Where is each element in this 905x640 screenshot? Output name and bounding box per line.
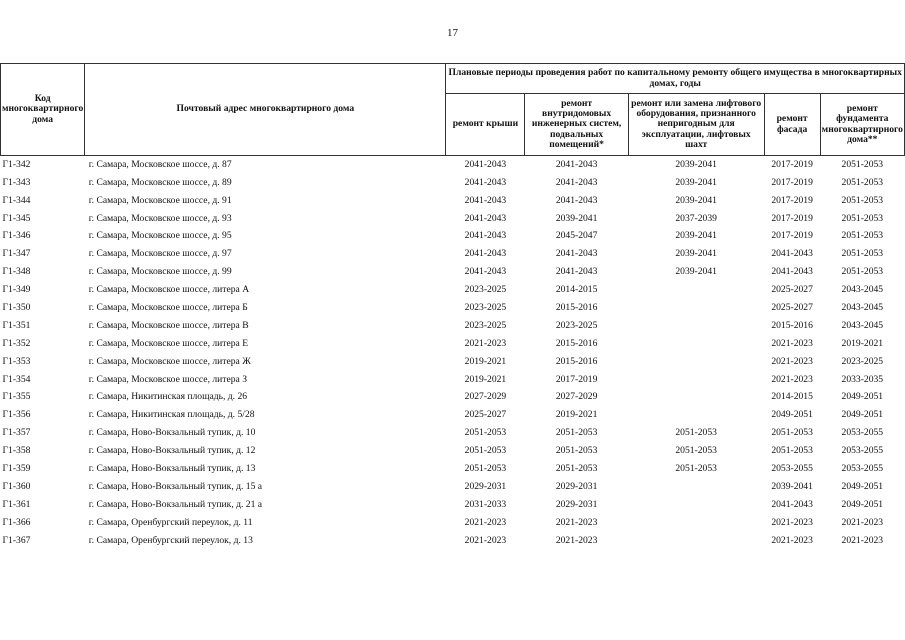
cell-roof: 2029-2031	[464, 480, 507, 492]
cell-code: Г1-355	[2, 391, 31, 403]
cell-code: Г1-349	[2, 284, 31, 296]
cell-roof: 2041-2043	[464, 176, 507, 188]
cell-lift	[628, 406, 764, 424]
cell-facade: 2053-2055	[771, 463, 813, 475]
cell-roof: 2023-2025	[464, 319, 507, 331]
cell-code: Г1-346	[2, 230, 31, 242]
table-row	[1, 460, 905, 478]
table-row	[1, 156, 905, 174]
table-row	[1, 281, 905, 299]
cell-code: Г1-348	[2, 266, 31, 278]
cell-lift	[628, 353, 764, 371]
cell-foundation: 2051-2053	[841, 212, 884, 224]
cell-lift: 2051-2053	[675, 445, 717, 457]
cell-facade: 2021-2023	[771, 373, 813, 385]
cell-address: г. Самара, Московское шоссе, д. 87	[88, 158, 232, 170]
cell-foundation: 2033-2035	[841, 373, 884, 385]
table-row	[1, 335, 905, 353]
cell-address: г. Самара, Оренбургский переулок, д. 13	[88, 534, 253, 546]
cell-address: г. Самара, Ново-Вокзальный тупик, д. 12	[88, 445, 256, 457]
table-row	[1, 299, 905, 317]
cell-lift	[628, 532, 764, 550]
cell-lift	[628, 299, 764, 317]
cell-address: г. Самара, Никитинская площадь, д. 26	[88, 391, 248, 403]
table-row	[1, 389, 905, 407]
page-number: 17	[447, 27, 458, 39]
cell-code: Г1-356	[2, 409, 31, 421]
cell-code: Г1-357	[2, 427, 31, 439]
table-row	[1, 353, 905, 371]
cell-lift: 2039-2041	[675, 248, 717, 260]
table-row	[1, 174, 905, 192]
cell-engineering: 2019-2021	[555, 409, 598, 421]
cell-foundation: 2051-2053	[841, 158, 884, 170]
cell-facade: 2021-2023	[771, 355, 813, 367]
cell-facade: 2017-2019	[771, 194, 813, 206]
cell-facade: 2017-2019	[771, 212, 813, 224]
cell-lift: 2039-2041	[675, 230, 717, 242]
cell-address: г. Самара, Московское шоссе, д. 91	[88, 194, 232, 206]
table-row	[1, 245, 905, 263]
cell-foundation: 2043-2045	[841, 284, 884, 296]
cell-foundation: 2053-2055	[841, 427, 884, 439]
cell-engineering: 2029-2031	[555, 498, 598, 510]
table-row	[1, 478, 905, 496]
cell-code: Г1-358	[2, 445, 31, 457]
cell-code: Г1-345	[2, 212, 31, 224]
cell-facade: 2014-2015	[771, 391, 813, 403]
cell-foundation: 2051-2053	[841, 194, 884, 206]
cell-roof: 2041-2043	[464, 194, 507, 206]
cell-facade: 2017-2019	[771, 230, 813, 242]
cell-engineering: 2041-2043	[555, 248, 598, 260]
cell-roof: 2027-2029	[464, 391, 507, 403]
cell-facade: 2021-2023	[771, 516, 813, 528]
cell-engineering: 2041-2043	[555, 266, 598, 278]
cell-roof: 2021-2023	[464, 534, 507, 546]
cell-engineering: 2041-2043	[555, 158, 598, 170]
cell-engineering: 2015-2016	[555, 355, 598, 367]
repair-schedule-table	[0, 63, 905, 550]
cell-foundation: 2051-2053	[841, 176, 884, 188]
header-foundation: ремонт фундамента многоквартирного дома**	[820, 94, 904, 156]
cell-facade: 2051-2053	[771, 427, 813, 439]
cell-engineering: 2023-2025	[555, 319, 598, 331]
cell-roof: 2041-2043	[464, 266, 507, 278]
cell-address: г. Самара, Московское шоссе, литера Ж	[88, 355, 251, 367]
table-body	[1, 156, 905, 550]
cell-facade: 2025-2027	[771, 284, 813, 296]
cell-address: г. Самара, Московское шоссе, д. 89	[88, 176, 232, 188]
table-row	[1, 496, 905, 514]
header-facade: ремонт фасада	[764, 94, 820, 156]
cell-foundation: 2051-2053	[841, 248, 884, 260]
cell-facade: 2021-2023	[771, 534, 813, 546]
cell-facade: 2041-2043	[771, 266, 813, 278]
cell-address: г. Самара, Московское шоссе, литера А	[88, 284, 250, 296]
cell-engineering: 2041-2043	[555, 176, 598, 188]
cell-foundation: 2051-2053	[841, 230, 884, 242]
cell-lift: 2037-2039	[675, 212, 717, 224]
cell-code: Г1-343	[2, 176, 31, 188]
header-roof: ремонт крыши	[446, 94, 525, 156]
cell-foundation: 2049-2051	[841, 480, 884, 492]
cell-code: Г1-361	[2, 498, 31, 510]
cell-facade: 2049-2051	[771, 409, 813, 421]
cell-foundation: 2049-2051	[841, 498, 884, 510]
cell-roof: 2041-2043	[464, 230, 507, 242]
cell-address: г. Самара, Ново-Вокзальный тупик, д. 21 а	[88, 498, 263, 510]
cell-lift	[628, 514, 764, 532]
cell-lift	[628, 371, 764, 389]
cell-facade: 2051-2053	[771, 445, 813, 457]
cell-engineering: 2014-2015	[555, 284, 598, 296]
table-row	[1, 406, 905, 424]
cell-roof: 2051-2053	[464, 445, 507, 457]
cell-code: Г1-360	[2, 480, 31, 492]
cell-foundation: 2021-2023	[841, 516, 884, 528]
cell-roof: 2051-2053	[464, 427, 507, 439]
cell-code: Г1-367	[2, 534, 31, 546]
cell-facade: 2017-2019	[771, 158, 813, 170]
cell-foundation: 2023-2025	[841, 355, 884, 367]
header-address: Почтовый адрес многоквартирного дома	[85, 64, 446, 156]
cell-code: Г1-352	[2, 337, 31, 349]
cell-lift	[628, 496, 764, 514]
cell-roof: 2019-2021	[464, 373, 507, 385]
cell-engineering: 2021-2023	[555, 534, 598, 546]
cell-lift	[628, 335, 764, 353]
header-code: Код многоквартирного дома	[1, 64, 85, 156]
cell-lift	[628, 389, 764, 407]
cell-roof: 2041-2043	[464, 158, 507, 170]
cell-engineering: 2045-2047	[555, 230, 598, 242]
cell-engineering: 2027-2029	[555, 391, 598, 403]
cell-foundation: 2053-2055	[841, 463, 884, 475]
cell-address: г. Самара, Московское шоссе, литера В	[88, 319, 249, 331]
cell-address: г. Самара, Оренбургский переулок, д. 11	[88, 516, 253, 528]
cell-address: г. Самара, Московское шоссе, литера З	[88, 373, 247, 385]
cell-engineering: 2015-2016	[555, 302, 598, 314]
cell-lift	[628, 317, 764, 335]
cell-engineering: 2029-2031	[555, 480, 598, 492]
cell-address: г. Самара, Московское шоссе, д. 99	[88, 266, 232, 278]
cell-lift: 2039-2041	[675, 266, 717, 278]
cell-facade: 2039-2041	[771, 480, 813, 492]
cell-roof: 2041-2043	[464, 212, 507, 224]
cell-engineering: 2051-2053	[555, 463, 598, 475]
cell-engineering: 2021-2023	[555, 516, 598, 528]
cell-code: Г1-354	[2, 373, 31, 385]
cell-code: Г1-366	[2, 516, 31, 528]
cell-foundation: 2019-2021	[841, 337, 884, 349]
cell-lift	[628, 281, 764, 299]
cell-code: Г1-359	[2, 463, 31, 475]
table-row	[1, 442, 905, 460]
cell-address: г. Самара, Московское шоссе, литера Б	[88, 302, 248, 314]
cell-facade: 2041-2043	[771, 498, 813, 510]
cell-facade: 2025-2027	[771, 302, 813, 314]
cell-roof: 2021-2023	[464, 337, 507, 349]
table-row	[1, 371, 905, 389]
cell-code: Г1-347	[2, 248, 31, 260]
cell-address: г. Самара, Московское шоссе, д. 93	[88, 212, 232, 224]
table-row	[1, 192, 905, 210]
cell-engineering: 2015-2016	[555, 337, 598, 349]
cell-roof: 2023-2025	[464, 302, 507, 314]
table-row	[1, 317, 905, 335]
cell-lift: 2039-2041	[675, 176, 717, 188]
cell-foundation: 2021-2023	[841, 534, 884, 546]
header-planned-periods: Плановые периоды проведения работ по капитальному ремонту общего имущества в многоквартирных домах, годы	[446, 64, 905, 94]
cell-facade: 2017-2019	[771, 176, 813, 188]
cell-lift: 2039-2041	[675, 194, 717, 206]
cell-facade: 2015-2016	[771, 319, 813, 331]
cell-address: г. Самара, Московское шоссе, литера Е	[88, 337, 249, 349]
cell-roof: 2031-2033	[464, 498, 507, 510]
cell-foundation: 2049-2051	[841, 391, 884, 403]
cell-address: г. Самара, Ново-Вокзальный тупик, д. 10	[88, 427, 256, 439]
cell-engineering: 2051-2053	[555, 427, 598, 439]
cell-code: Г1-342	[2, 158, 31, 170]
table-row	[1, 424, 905, 442]
cell-roof: 2025-2027	[464, 409, 507, 421]
cell-address: г. Самара, Ново-Вокзальный тупик, д. 13	[88, 463, 256, 475]
cell-engineering: 2017-2019	[555, 373, 598, 385]
cell-facade: 2041-2043	[771, 248, 813, 260]
cell-lift: 2051-2053	[675, 427, 717, 439]
cell-engineering: 2041-2043	[555, 194, 598, 206]
cell-address: г. Самара, Ново-Вокзальный тупик, д. 15 а	[88, 480, 263, 492]
cell-roof: 2021-2023	[464, 516, 507, 528]
cell-foundation: 2049-2051	[841, 409, 884, 421]
cell-engineering: 2039-2041	[555, 212, 598, 224]
cell-address: г. Самара, Никитинская площадь, д. 5/28	[88, 409, 255, 421]
cell-facade: 2021-2023	[771, 337, 813, 349]
cell-lift: 2051-2053	[675, 463, 717, 475]
cell-lift	[628, 478, 764, 496]
cell-foundation: 2043-2045	[841, 319, 884, 331]
cell-code: Г1-351	[2, 319, 31, 331]
header-lift: ремонт или замена лифтового оборудования, признанного непригодным для эксплуатации, лифтовых шахт	[628, 94, 764, 156]
table-row	[1, 210, 905, 228]
cell-lift: 2039-2041	[675, 158, 717, 170]
table-header	[1, 64, 905, 156]
cell-address: г. Самара, Московское шоссе, д. 95	[88, 230, 232, 242]
cell-foundation: 2051-2053	[841, 266, 884, 278]
cell-address: г. Самара, Московское шоссе, д. 97	[88, 248, 232, 260]
cell-roof: 2051-2053	[464, 463, 507, 475]
cell-code: Г1-353	[2, 355, 31, 367]
cell-roof: 2041-2043	[464, 248, 507, 260]
cell-roof: 2023-2025	[464, 284, 507, 296]
cell-foundation: 2053-2055	[841, 445, 884, 457]
cell-code: Г1-350	[2, 302, 31, 314]
table-row	[1, 263, 905, 281]
table-row	[1, 532, 905, 550]
header-engineering: ремонт внутридомовых инженерных систем, подвальных помещений*	[525, 94, 628, 156]
table-row	[1, 514, 905, 532]
cell-roof: 2019-2021	[464, 355, 507, 367]
cell-code: Г1-344	[2, 194, 31, 206]
table-row	[1, 228, 905, 246]
cell-foundation: 2043-2045	[841, 302, 884, 314]
cell-engineering: 2051-2053	[555, 445, 598, 457]
